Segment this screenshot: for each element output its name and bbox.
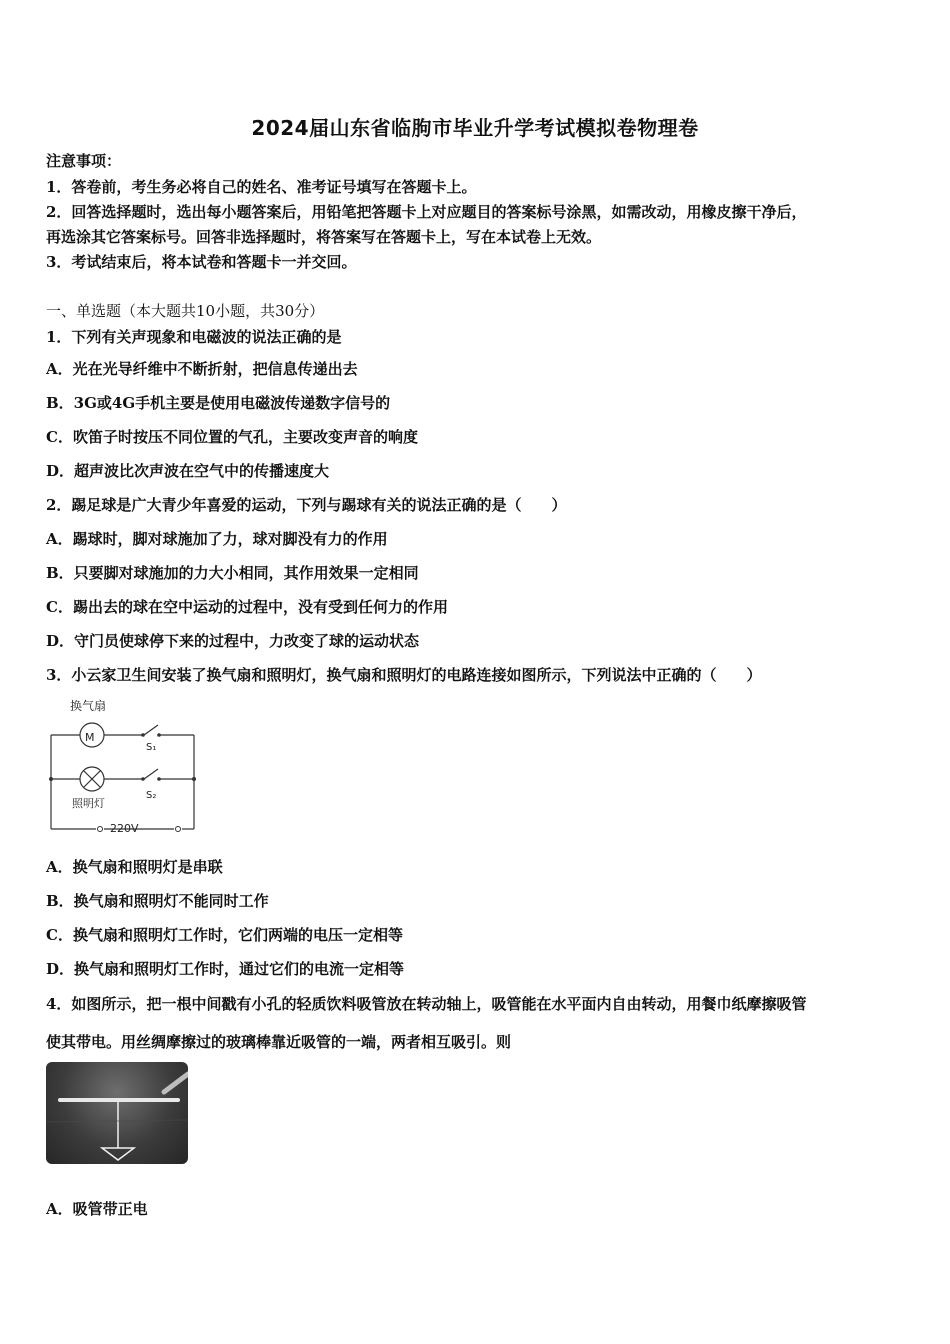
straw-photo: [46, 1062, 188, 1164]
notice-item: 1．答卷前，考生务必将自己的姓名、准考证号填写在答题卡上。: [46, 178, 477, 196]
question-4-stem-line2: 使其带电。用丝绸摩擦过的玻璃棒靠近吸管的一端，两者相互吸引。则: [46, 1033, 512, 1051]
question-1-option-c: C．吹笛子时按压不同位置的气孔，主要改变声音的响度: [46, 428, 418, 446]
question-3-option-a: A．换气扇和照明灯是串联: [46, 858, 223, 876]
question-2-option-b: B．只要脚对球施加的力大小相同，其作用效果一定相同: [46, 564, 419, 582]
question-4-stem-line1: 4．如图所示，把一根中间戳有小孔的轻质饮料吸管放在转动轴上，吸管能在水平面内自由转动，用餐巾纸摩擦吸管: [46, 995, 807, 1013]
circuit-diagram: [46, 694, 206, 838]
notice-item: 2．回答选择题时，选出每小题答案后，用铅笔把答题卡上对应题目的答案标号涂黑，如需改动，用橡皮擦干净后，: [46, 203, 807, 221]
question-3-option-c: C．换气扇和照明灯工作时，它们两端的电压一定相等: [46, 926, 403, 944]
section-heading: 一、单选题（本大题共10小题，共30分）: [46, 302, 325, 320]
straw-pivot-image: [46, 1062, 188, 1164]
fan-label: 换气扇: [70, 699, 107, 713]
question-3-stem: 3．小云家卫生间安装了换气扇和照明灯，换气扇和照明灯的电路连接如图所示，下列说法中正确的（ ）: [46, 666, 762, 684]
question-1-option-d: D．超声波比次声波在空气中的传播速度大: [46, 462, 330, 480]
question-3-option-d: D．换气扇和照明灯工作时，通过它们的电流一定相等: [46, 960, 405, 978]
question-1-stem: 1．下列有关声现象和电磁波的说法正确的是: [46, 328, 342, 346]
switch-2-label: S₂: [146, 790, 157, 801]
question-4-option-a: A．吸管带正电: [46, 1200, 148, 1218]
page-title: 2024届山东省临朐市毕业升学考试模拟卷物理卷: [251, 116, 699, 140]
question-1-option-a: A．光在光导纤维中不断折射，把信息传递出去: [46, 360, 358, 378]
voltage-label: 220V: [110, 822, 139, 835]
switch-1: [144, 725, 158, 735]
notice-heading: 注意事项：: [46, 152, 122, 170]
switch-2: [144, 769, 158, 779]
question-2-option-a: A．踢球时，脚对球施加了力，球对脚没有力的作用: [46, 530, 388, 548]
lamp-label: 照明灯: [72, 797, 105, 810]
question-1-option-b: B．3G或4G手机主要是使用电磁波传递数字信号的: [46, 394, 391, 412]
motor-symbol: M: [85, 731, 95, 744]
notice-item: 再选涂其它答案标号。回答非选择题时，将答案写在答题卡上，写在本试卷上无效。: [46, 228, 602, 246]
question-3-option-b: B．换气扇和照明灯不能同时工作: [46, 892, 269, 910]
switch-1-label: S₁: [146, 742, 157, 753]
question-2-stem: 2．踢足球是广大青少年喜爱的运动，下列与踢球有关的说法正确的是（ ）: [46, 496, 567, 514]
question-2-option-d: D．守门员使球停下来的过程中，力改变了球的运动状态: [46, 632, 420, 650]
question-2-option-c: C．踢出去的球在空中运动的过程中，没有受到任何力的作用: [46, 598, 448, 616]
notice-item: 3．考试结束后，将本试卷和答题卡一并交回。: [46, 253, 357, 271]
